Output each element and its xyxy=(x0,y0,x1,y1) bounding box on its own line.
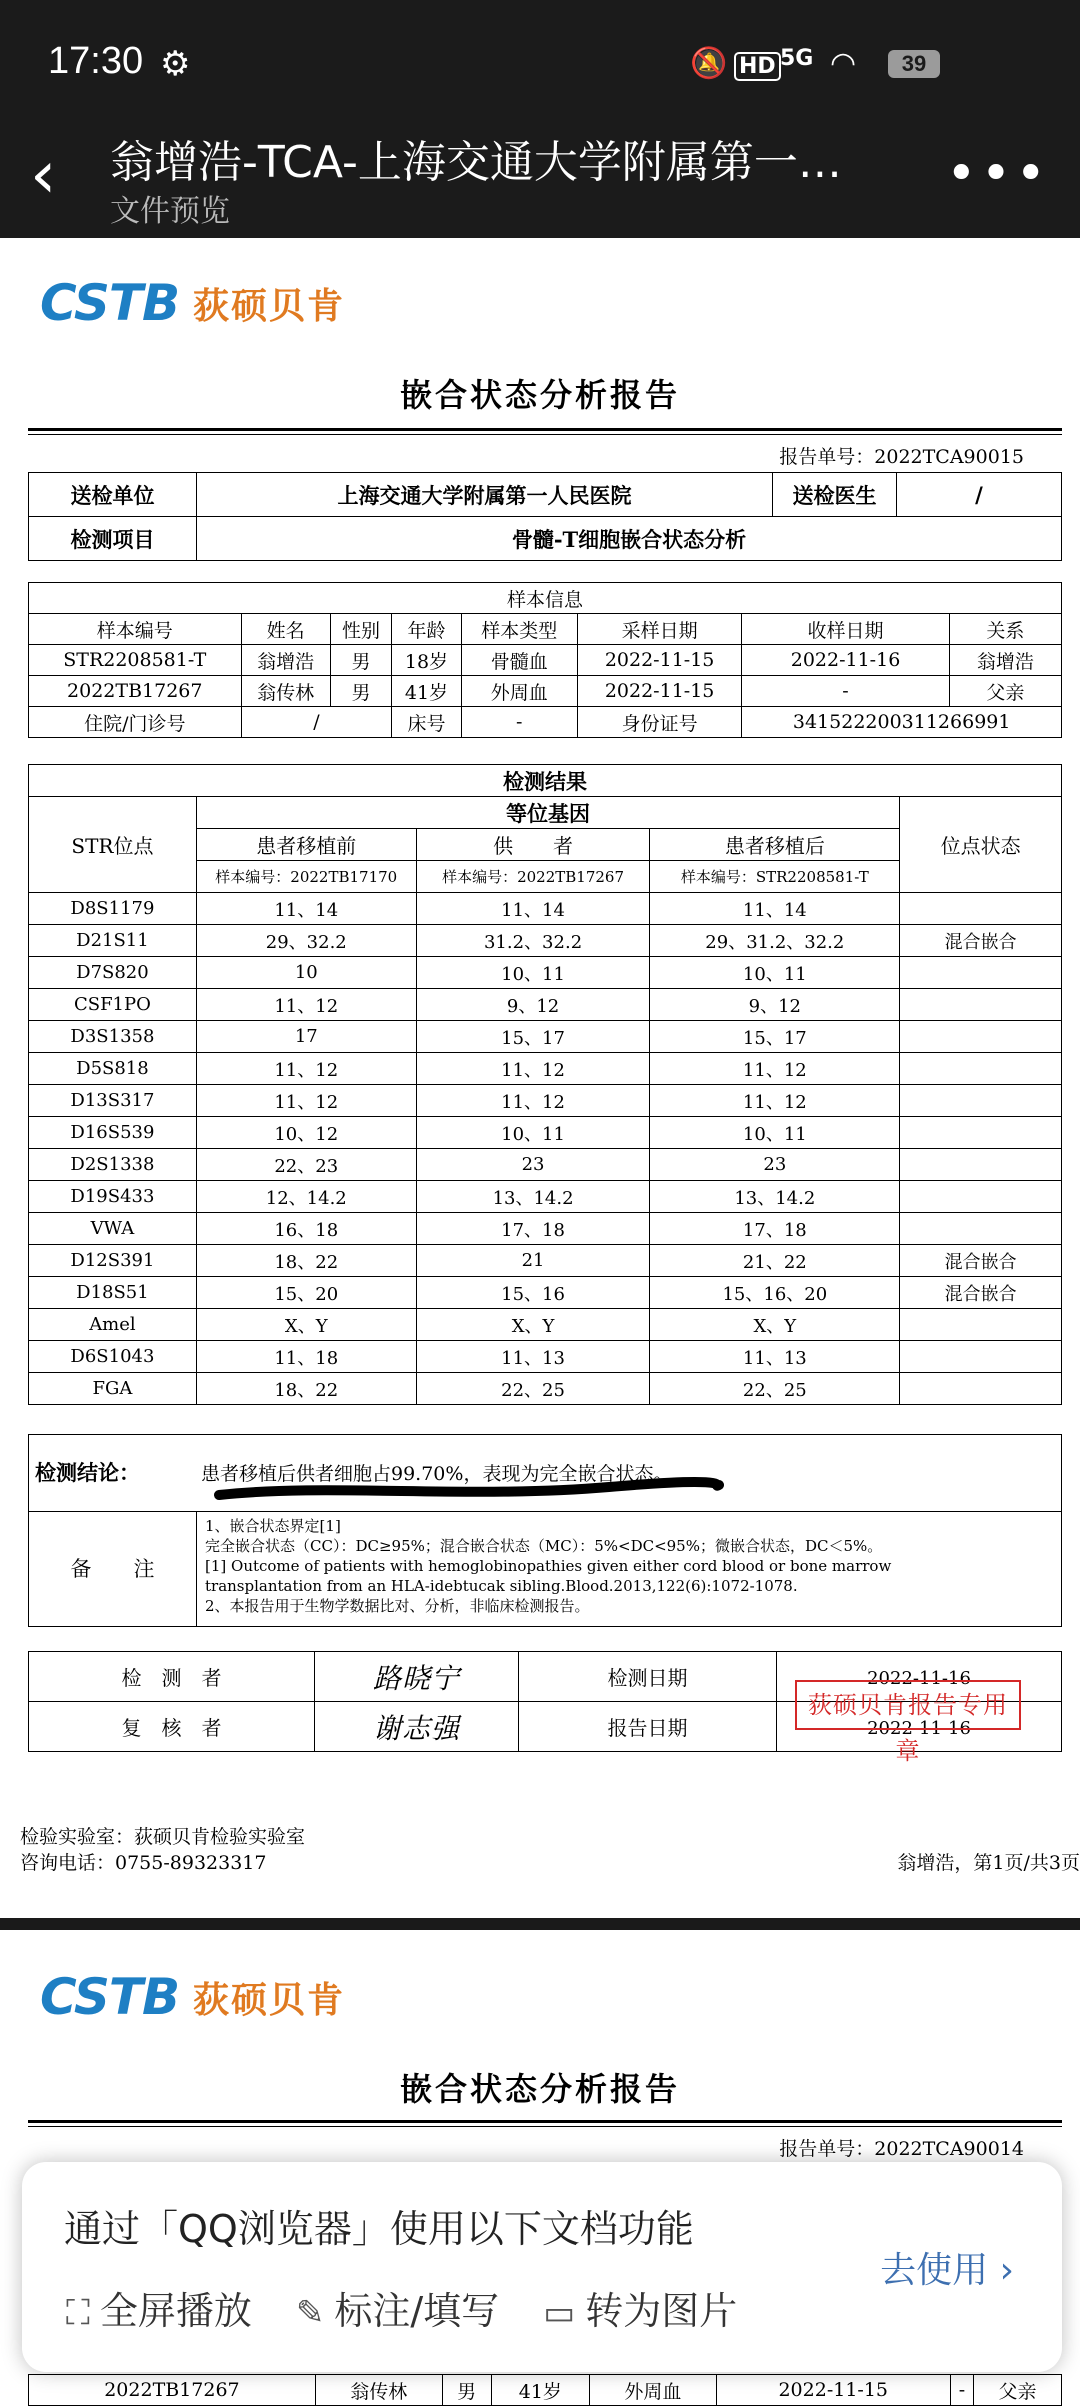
str-locus: D13S317 xyxy=(29,1085,197,1117)
wifi-icon: ◠ xyxy=(830,46,857,81)
sample-cell: 外周血 xyxy=(461,676,577,707)
table-row xyxy=(29,1021,1062,1053)
allele-value: 16、18 xyxy=(196,1213,416,1245)
locus-status xyxy=(900,1181,1062,1213)
logo-cn: 荻硕贝肯 xyxy=(193,285,346,327)
bed-value: - xyxy=(461,707,577,738)
table-row xyxy=(29,893,1062,925)
file-title: 翁增浩-TCA-上海交通大学附属第一… xyxy=(110,137,842,188)
allele-value: 10、11 xyxy=(650,1117,900,1149)
sample-cell: 父亲 xyxy=(974,2375,1062,2406)
allele-value: 18、22 xyxy=(196,1245,416,1277)
str-locus: D16S539 xyxy=(29,1117,197,1149)
str-locus: FGA xyxy=(29,1373,197,1405)
col-donor: 供 者 xyxy=(416,829,650,861)
locus-status xyxy=(900,1341,1062,1373)
sample-cell: 男 xyxy=(442,2375,491,2406)
str-locus: D3S1358 xyxy=(29,1021,197,1053)
id-value: 341522200311266991 xyxy=(742,707,1062,738)
sample-cell: 2022-11-15 xyxy=(577,676,741,707)
status-bar xyxy=(0,0,1080,126)
allele-value: 17、18 xyxy=(650,1213,900,1245)
str-locus: CSF1PO xyxy=(29,989,197,1021)
to-image-label: 转为图片 xyxy=(585,2289,738,2333)
image-icon: ▭ xyxy=(543,2293,576,2333)
notes-box xyxy=(28,1511,1062,1627)
gear-icon: ⚙ xyxy=(160,44,191,84)
allele-value: 11、13 xyxy=(650,1341,900,1373)
str-locus: D5S818 xyxy=(29,1053,197,1085)
allele-value: 22、23 xyxy=(196,1149,416,1181)
table-row xyxy=(29,989,1062,1021)
hosp-value: / xyxy=(241,707,392,738)
header-table xyxy=(28,472,1062,561)
fullscreen-button[interactable] xyxy=(66,2280,252,2335)
fullscreen-icon: ⛶ xyxy=(66,2293,90,2333)
table-row xyxy=(29,1053,1062,1085)
sample-header-row xyxy=(29,614,1062,645)
table-row xyxy=(29,2375,1062,2406)
table-row xyxy=(29,1309,1062,1341)
go-use-label: 去使用 xyxy=(880,2250,989,2291)
sample-header-cell: 关系 xyxy=(949,614,1061,645)
scribble-mark xyxy=(209,1477,729,1503)
allele-value: 13、14.2 xyxy=(416,1181,650,1213)
note-line: transplantation from an HLA-idebtucak sibling.Blood.2013,122(6):1072-1078. xyxy=(205,1577,798,1595)
col-pre: 患者移植前 xyxy=(196,829,416,861)
allele-title: 等位基因 xyxy=(196,797,899,829)
report-date-label: 报告日期 xyxy=(519,1702,777,1752)
str-locus: D8S1179 xyxy=(29,893,197,925)
table-row xyxy=(29,1181,1062,1213)
clock: 17:30 xyxy=(48,40,144,82)
pre-sample: 样本编号：2022TB17170 xyxy=(196,861,416,893)
allele-value: 15、16、20 xyxy=(650,1277,900,1309)
reviewer-label: 复 核 者 xyxy=(29,1702,315,1752)
table-row xyxy=(29,1245,1062,1277)
allele-value: 29、31.2、32.2 xyxy=(650,925,900,957)
allele-value: 23 xyxy=(650,1149,900,1181)
table-row xyxy=(29,1117,1062,1149)
sample-cell: 父亲 xyxy=(949,676,1061,707)
allele-value: 11、14 xyxy=(650,893,900,925)
sample-cell: 2022-11-16 xyxy=(742,645,949,676)
tester-label: 检 测 者 xyxy=(29,1652,315,1702)
sample-cell: 骨髓血 xyxy=(461,645,577,676)
sample-header-cell: 采样日期 xyxy=(577,614,741,645)
sample-cell: - xyxy=(950,2375,973,2406)
sample-header-cell: 性别 xyxy=(330,614,392,645)
allele-value: 11、14 xyxy=(196,893,416,925)
locus-status xyxy=(900,1309,1062,1341)
str-locus: D7S820 xyxy=(29,957,197,989)
col-post: 患者移植后 xyxy=(650,829,900,861)
locus-status: 混合嵌合 xyxy=(900,1245,1062,1277)
tester-signature xyxy=(315,1652,519,1702)
note-line: 完全嵌合状态（CC）：DC≥95%；混合嵌合状态（MC）：5%<DC<95%；微嵌合状态，DC＜5%。 xyxy=(205,1537,883,1555)
network-icon: 5G xyxy=(780,46,814,71)
brand-logo xyxy=(40,1968,345,2026)
fullscreen-label: 全屏播放 xyxy=(99,2289,252,2333)
logo-cstb: CSTB xyxy=(40,1968,180,2026)
hd-icon: HD xyxy=(734,52,781,81)
str-locus: D12S391 xyxy=(29,1245,197,1277)
allele-value: X、Y xyxy=(196,1309,416,1341)
sample-cell: 翁传林 xyxy=(241,676,330,707)
allele-value: X、Y xyxy=(416,1309,650,1341)
donor-sample: 样本编号：2022TB17267 xyxy=(416,861,650,893)
notes-label: 备 注 xyxy=(29,1512,197,1626)
allele-value: 15、20 xyxy=(196,1277,416,1309)
result-title: 检测结果 xyxy=(29,765,1062,797)
reviewer-signature xyxy=(315,1702,519,1752)
locus-status xyxy=(900,989,1062,1021)
table-row xyxy=(29,645,1062,676)
table-row xyxy=(29,676,1062,707)
sample-cell: 2022TB17267 xyxy=(29,676,242,707)
allele-value: 11、18 xyxy=(196,1341,416,1373)
report-number: 报告单号：2022TCA90014 xyxy=(779,2138,1024,2160)
bed-label: 床号 xyxy=(392,707,461,738)
test-date-label: 检测日期 xyxy=(519,1652,777,1702)
allele-value: 13、14.2 xyxy=(650,1181,900,1213)
locus-status xyxy=(900,1213,1062,1245)
allele-value: 11、14 xyxy=(416,893,650,925)
sample-cell: 18岁 xyxy=(392,645,461,676)
sample-cell: 2022-11-15 xyxy=(716,2375,950,2406)
status-label: 位点状态 xyxy=(900,797,1062,893)
to-image-button[interactable] xyxy=(543,2280,737,2335)
locus-status xyxy=(900,1053,1062,1085)
back-icon[interactable]: ‹ xyxy=(30,136,57,213)
sample-cell: 翁增浩 xyxy=(949,645,1061,676)
report-title: 嵌合状态分析报告 xyxy=(399,2070,680,2108)
brand-logo xyxy=(40,274,345,332)
sample-cell: 41岁 xyxy=(491,2375,589,2406)
edit-icon: ✎ xyxy=(295,2293,325,2333)
locus-status xyxy=(900,1117,1062,1149)
allele-value: 15、17 xyxy=(416,1021,650,1053)
allele-value: 31.2、32.2 xyxy=(416,925,650,957)
sample-header-cell: 样本编号 xyxy=(29,614,242,645)
notes-list xyxy=(201,1516,891,1616)
str-locus: D19S433 xyxy=(29,1181,197,1213)
table-row xyxy=(29,957,1062,989)
sample-cell: 2022TB17267 xyxy=(29,2375,316,2406)
battery-icon: 39 xyxy=(888,50,940,78)
page-info: 翁增浩，第1页/共3页 xyxy=(897,1852,1080,1874)
qq-browser-promo xyxy=(22,2162,1062,2372)
locus-status xyxy=(900,1085,1062,1117)
annotate-label: 标注/填写 xyxy=(334,2289,500,2333)
chevron-right-icon: › xyxy=(999,2250,1014,2291)
sample-info-title: 样本信息 xyxy=(29,583,1062,614)
result-table xyxy=(28,764,1062,1405)
report-title: 嵌合状态分析报告 xyxy=(399,376,680,414)
annotate-button[interactable] xyxy=(296,2280,499,2335)
str-locus: D18S51 xyxy=(29,1277,197,1309)
allele-value: 11、12 xyxy=(196,1085,416,1117)
send-unit-label: 送检单位 xyxy=(29,473,197,517)
note-line: 2、本报告用于生物学数据比对、分析，非临床检测报告。 xyxy=(205,1597,590,1615)
allele-value: 10 xyxy=(196,957,416,989)
allele-value: 10、11 xyxy=(650,957,900,989)
allele-value: X、Y xyxy=(650,1309,900,1341)
send-unit: 上海交通大学附属第一人民医院 xyxy=(197,473,773,517)
allele-value: 11、12 xyxy=(196,1053,416,1085)
allele-value: 18、22 xyxy=(196,1373,416,1405)
sample-header-cell: 年龄 xyxy=(392,614,461,645)
go-use-button[interactable] xyxy=(880,2242,1014,2293)
sample-header-cell: 收样日期 xyxy=(742,614,949,645)
sample-table xyxy=(28,582,1062,738)
table-row xyxy=(29,1085,1062,1117)
table-row xyxy=(29,1277,1062,1309)
allele-value: 22、25 xyxy=(416,1373,650,1405)
allele-value: 11、12 xyxy=(650,1085,900,1117)
hosp-label: 住院/门诊号 xyxy=(29,707,242,738)
allele-value: 11、12 xyxy=(416,1053,650,1085)
phone: 咨询电话：0755-89323317 xyxy=(20,1852,267,1874)
allele-value: 21、22 xyxy=(650,1245,900,1277)
divider xyxy=(28,428,1062,435)
test-date-value: 2022-11-16 xyxy=(867,1667,971,1689)
conclusion-label: 检测结论： xyxy=(35,1460,140,1485)
sample-cell: 外周血 xyxy=(590,2375,717,2406)
conclusion-box xyxy=(28,1434,1062,1512)
item-label: 检测项目 xyxy=(29,517,197,561)
file-preview-label: 文件预览 xyxy=(110,194,230,229)
locus-status xyxy=(900,957,1062,989)
locus-status: 混合嵌合 xyxy=(900,1277,1062,1309)
allele-value: 11、13 xyxy=(416,1341,650,1373)
allele-value: 15、17 xyxy=(650,1021,900,1053)
allele-value: 15、16 xyxy=(416,1277,650,1309)
allele-value: 22、25 xyxy=(650,1373,900,1405)
sample-header-cell: 样本类型 xyxy=(461,614,577,645)
str-locus: Amel xyxy=(29,1309,197,1341)
allele-value: 11、12 xyxy=(416,1085,650,1117)
sample-cell: 男 xyxy=(330,645,392,676)
note-line: [1] Outcome of patients with hemoglobinopathies given either cord blood or bone marrow xyxy=(205,1557,892,1575)
sample-cell: 2022-11-15 xyxy=(577,645,741,676)
str-locus: VWA xyxy=(29,1213,197,1245)
str-locus: D6S1043 xyxy=(29,1341,197,1373)
logo-cn: 荻硕贝肯 xyxy=(193,1979,346,2021)
post-sample: 样本编号：STR2208581-T xyxy=(650,861,900,893)
doctor-label: 送检医生 xyxy=(773,473,897,517)
sample-cell: 翁传林 xyxy=(315,2375,442,2406)
promo-actions xyxy=(66,2280,737,2335)
allele-value: 17 xyxy=(196,1021,416,1053)
sample-cell: - xyxy=(742,676,949,707)
locus-status xyxy=(900,1373,1062,1405)
id-label: 身份证号 xyxy=(577,707,741,738)
more-options-icon[interactable]: ••• xyxy=(945,144,1050,204)
sample-cell: STR2208581-T xyxy=(29,645,242,676)
locus-status: 混合嵌合 xyxy=(900,925,1062,957)
locus-status xyxy=(900,893,1062,925)
logo-cstb: CSTB xyxy=(40,274,180,332)
official-stamp: 荻硕贝肯报告专用章 xyxy=(795,1680,1021,1730)
report-date-value: 2022-11-16 xyxy=(867,1717,971,1739)
promo-title: 通过「QQ浏览器」使用以下文档功能 xyxy=(64,2207,694,2251)
allele-value: 10、11 xyxy=(416,1117,650,1149)
locus-status xyxy=(900,1021,1062,1053)
document-page-1[interactable] xyxy=(0,238,1080,1918)
table-row xyxy=(29,1149,1062,1181)
page2-sample-table xyxy=(28,2374,1062,2406)
sample-cell: 41岁 xyxy=(392,676,461,707)
table-row xyxy=(29,1373,1062,1405)
report-number: 报告单号：2022TCA90015 xyxy=(779,446,1024,468)
table-row xyxy=(29,1341,1062,1373)
allele-value: 9、12 xyxy=(416,989,650,1021)
table-row xyxy=(29,1213,1062,1245)
allele-value: 11、12 xyxy=(196,989,416,1021)
allele-value: 12、14.2 xyxy=(196,1181,416,1213)
allele-value: 23 xyxy=(416,1149,650,1181)
note-line: 1、嵌合状态界定[1] xyxy=(205,1517,341,1535)
lab-name: 检验实验室：荻硕贝肯检验实验室 xyxy=(20,1826,306,1848)
table-row xyxy=(29,925,1062,957)
str-locus: D21S11 xyxy=(29,925,197,957)
sample-cell: 翁增浩 xyxy=(241,645,330,676)
sample-cell: 男 xyxy=(330,676,392,707)
allele-value: 21 xyxy=(416,1245,650,1277)
sample-header-cell: 姓名 xyxy=(241,614,330,645)
allele-value: 29、32.2 xyxy=(196,925,416,957)
allele-value: 10、12 xyxy=(196,1117,416,1149)
str-label: STR位点 xyxy=(29,797,197,893)
allele-value: 10、11 xyxy=(416,957,650,989)
allele-value: 9、12 xyxy=(650,989,900,1021)
doctor: / xyxy=(897,473,1062,517)
divider xyxy=(28,2120,1062,2127)
conclusion-text: 患者移植后供者细胞占99.70%，表现为完全嵌合状态。 xyxy=(201,1463,673,1485)
reviewer-sig-text: 谢志强 xyxy=(372,1711,460,1745)
allele-value: 11、12 xyxy=(650,1053,900,1085)
mute-icon: 🔕 xyxy=(690,46,728,81)
str-locus: D2S1338 xyxy=(29,1149,197,1181)
tester-sig-text: 路晓宁 xyxy=(372,1661,460,1695)
item: 骨髓-T细胞嵌合状态分析 xyxy=(197,517,1062,561)
locus-status xyxy=(900,1149,1062,1181)
allele-value: 17、18 xyxy=(416,1213,650,1245)
app-bar xyxy=(0,126,1080,238)
